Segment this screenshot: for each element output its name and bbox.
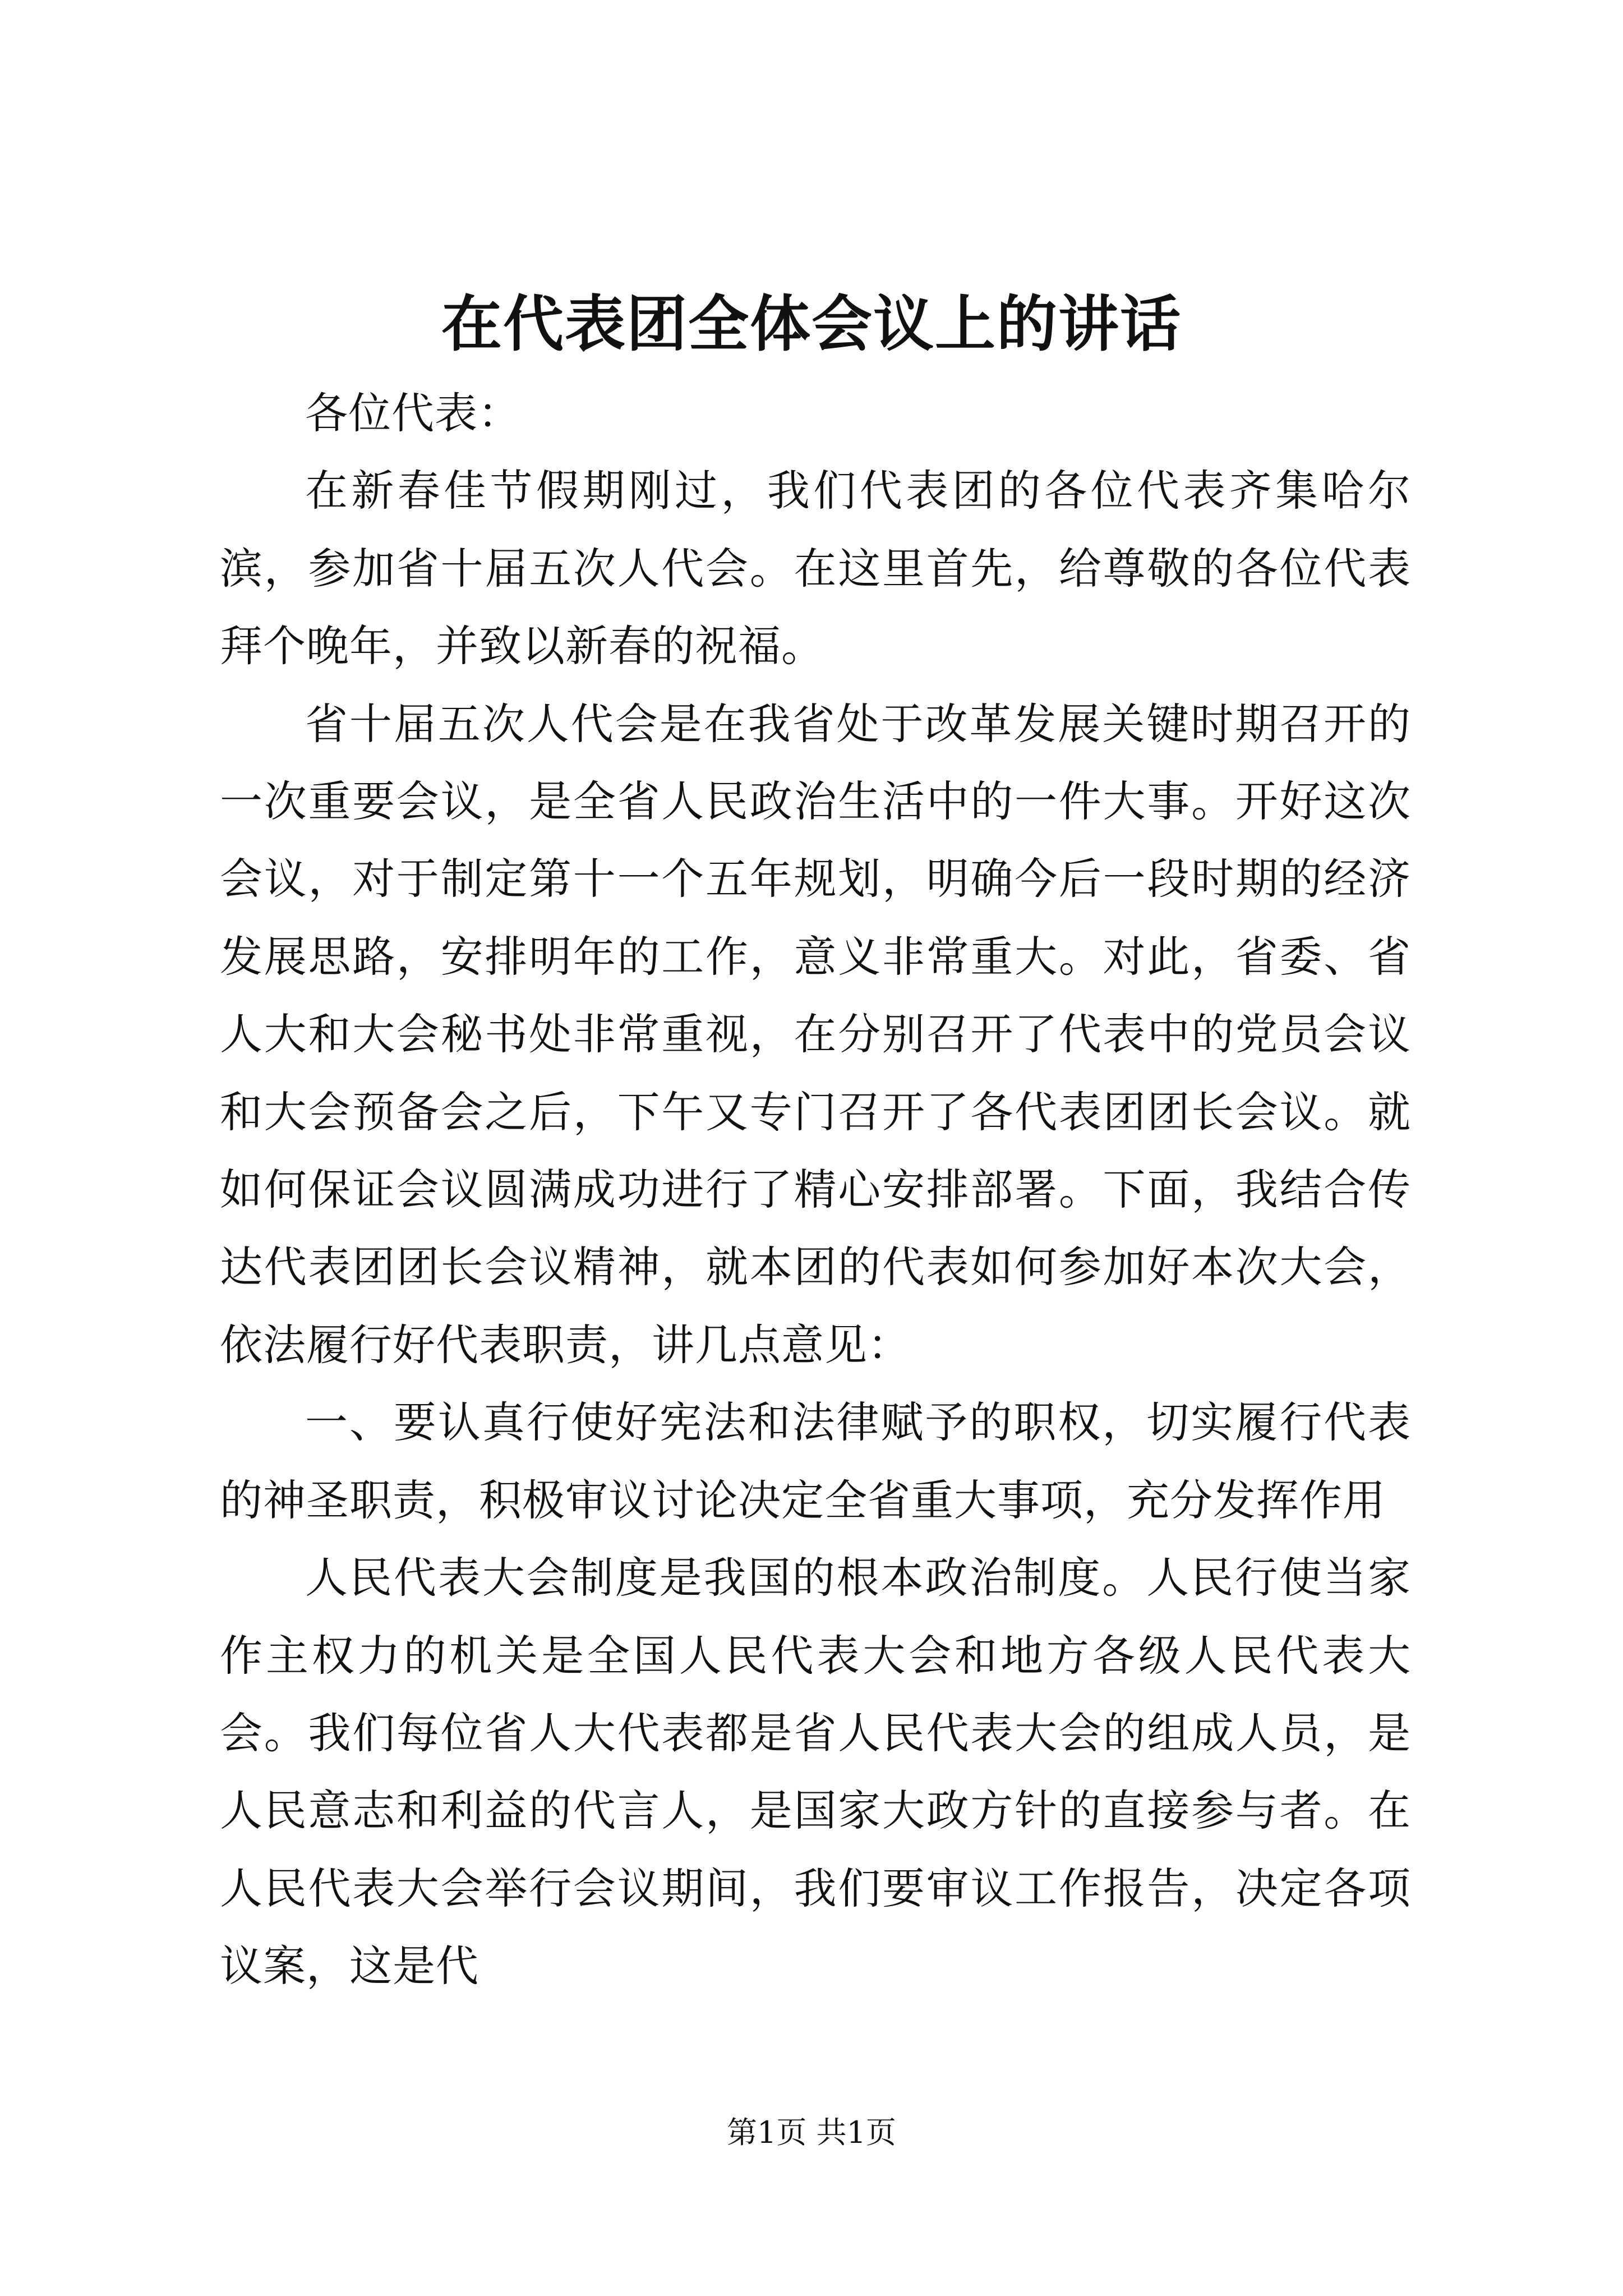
document-body: [220, 375, 1411, 2005]
paragraph: 人民代表大会制度是我国的根本政治制度。人民行使当家作主权力的机关是全国人民代表大会和地方各级人民代表大会。我们每位省人大代表都是省人民代表大会的组成人员，是人民意志和利益的代言人，是国家大政方针的直接参与者。在人民代表大会举行会议期间，我们要审议工作报告，决定各项议案，这是代: [220, 1553, 1411, 1991]
paragraph: 在新春佳节假期刚过，我们代表团的各位代表齐集哈尔滨，参加省十届五次人代会。在这里首先，给尊敬的各位代表拜个晚年，并致以新春的祝福。: [220, 466, 1411, 671]
document-title: 在代表团全体会议上的讲话: [441, 289, 1182, 360]
salutation: 各位代表：: [305, 388, 521, 438]
paragraph: 省十届五次人代会是在我省处于改革发展关键时期召开的一次重要会议，是全省人民政治生活中的一件大事。开好这次会议，对于制定第十一个五年规划，明确今后一段时期的经济发展思路，安排明年的工作，意义非常重大。对此，省委、省人大和大会秘书处非常重视，在分别召开了代表中的党员会议和大会预备会之后，下午又专门召开了各代表团团长会议。就如何保证会议圆满成功进行了精心安排部署。下面，我结合传达代表团团长会议精神，就本团的代表如何参加好本次大会，依法履行好代表职责，讲几点意见：: [220, 698, 1411, 1370]
section-heading: 一、要认真行使好宪法和法律赋予的职权，切实履行代表的神圣职责，积极审议讨论决定全省重大事项，充分发挥作用: [220, 1397, 1411, 1525]
page-footer: 第1页 共1页: [727, 2115, 896, 2150]
